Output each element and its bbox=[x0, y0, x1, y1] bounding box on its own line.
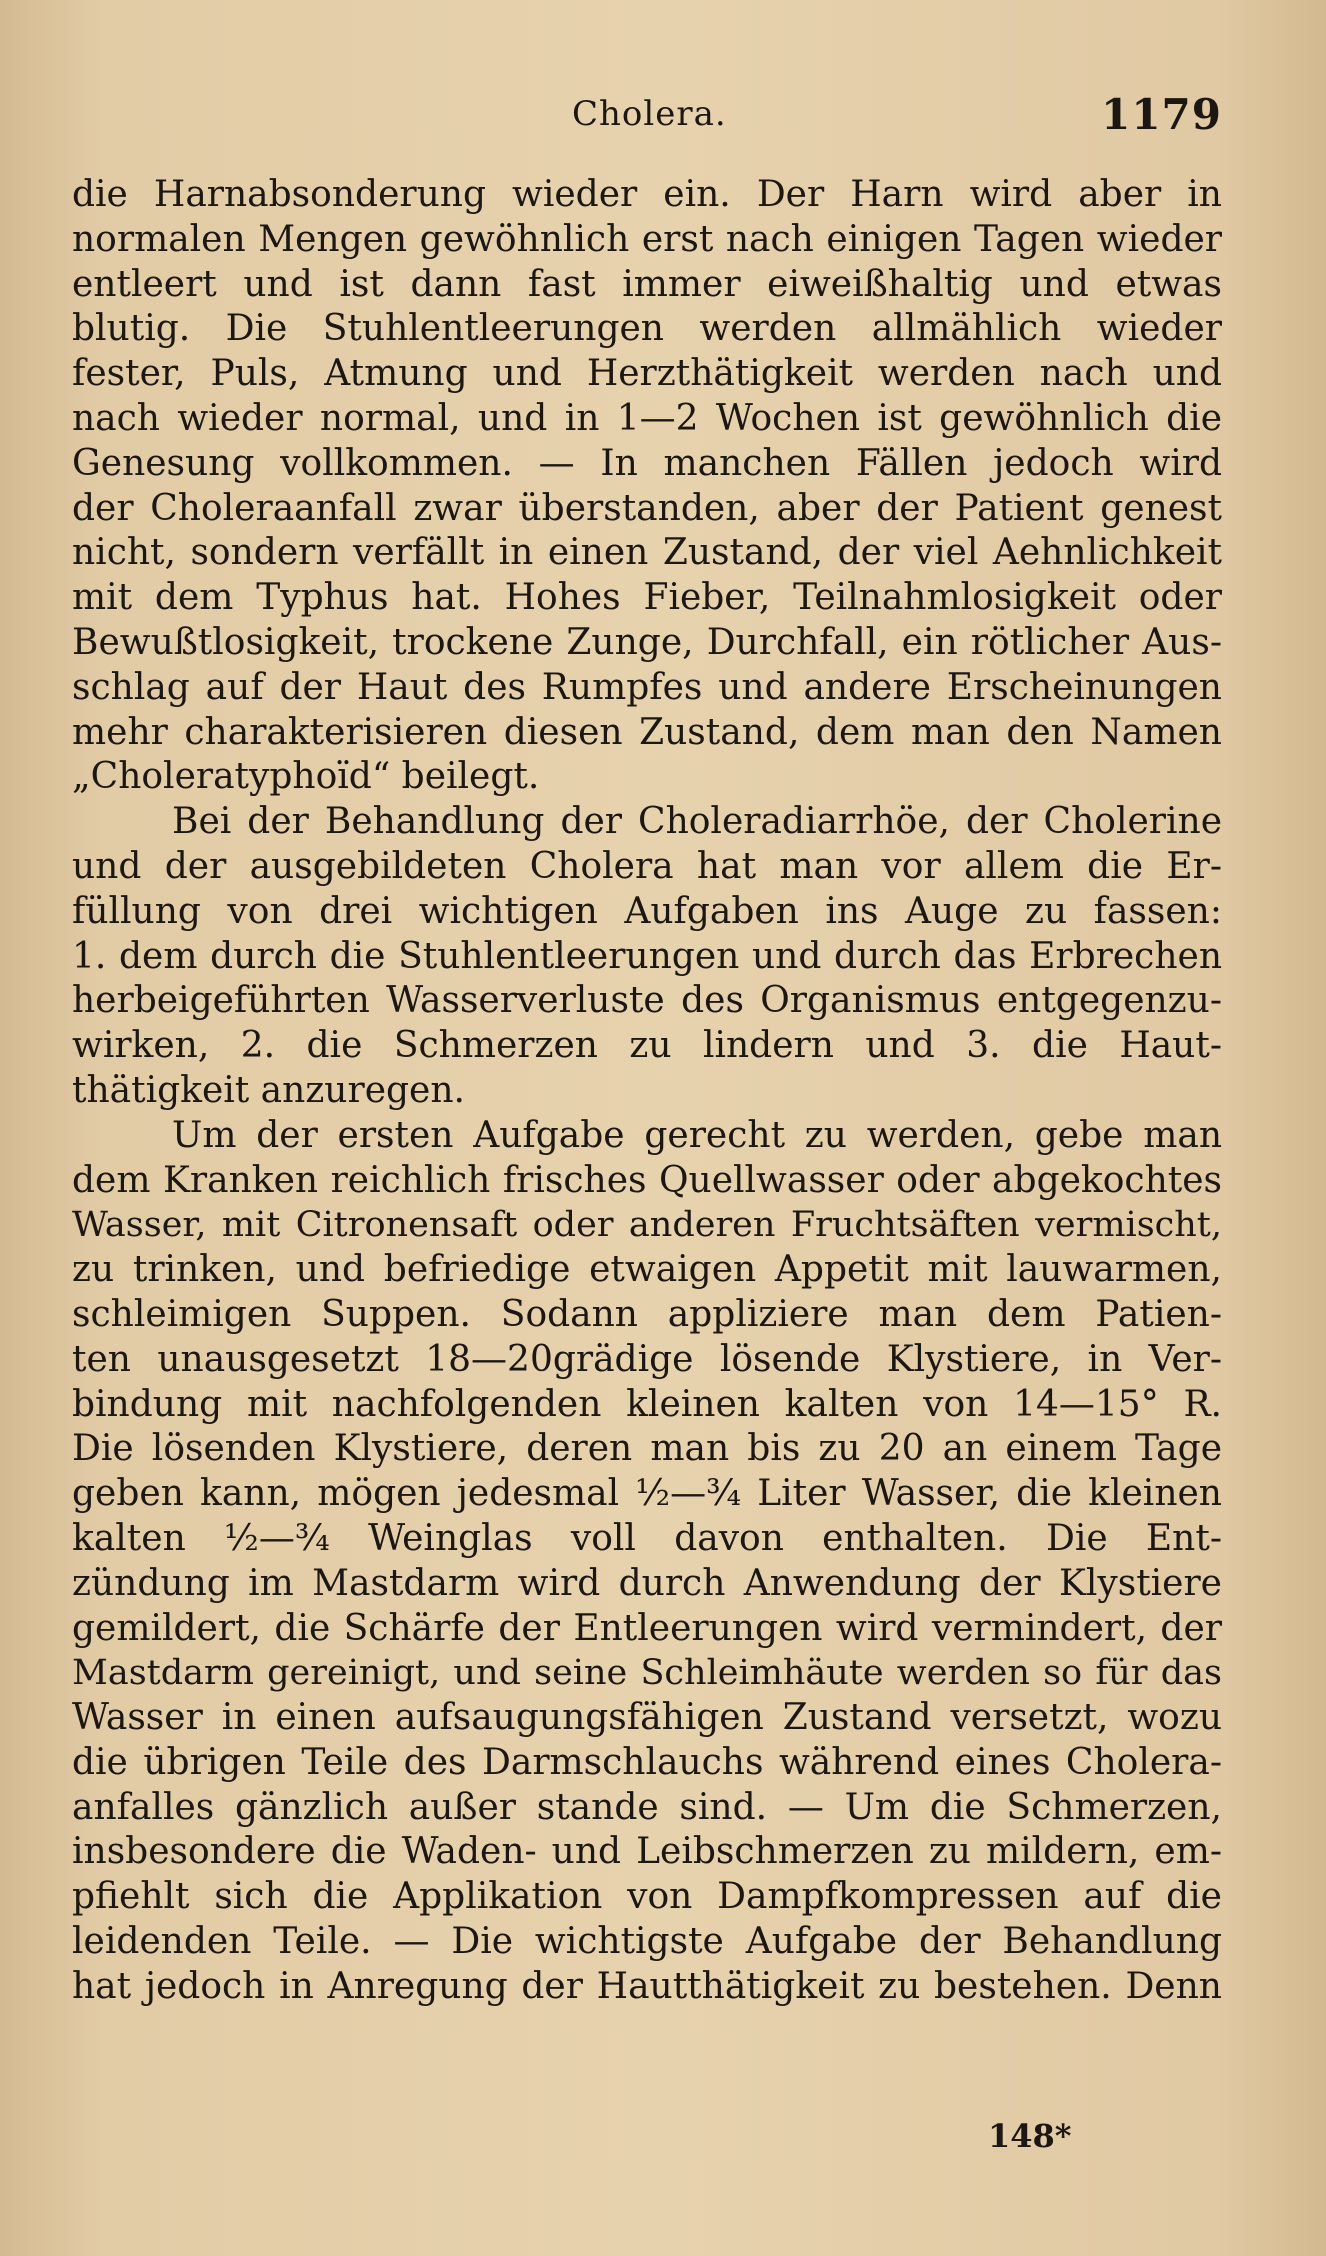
text-line: „Choleratyphoïd“ beilegt. bbox=[72, 756, 540, 798]
text-line: nicht, sondern verfällt in einen Zustand, der viel Aehnlichkeit bbox=[72, 532, 1222, 574]
page-header bbox=[72, 88, 1222, 148]
text-line: Bewußtlosigkeit, trockene Zunge, Durchfall, ein rötlicher Aus- bbox=[72, 621, 1222, 663]
text-line: thätigkeit anzuregen. bbox=[72, 1069, 465, 1111]
text-line: pfiehlt sich die Applikation von Dampfkompressen auf die bbox=[72, 1876, 1222, 1918]
text-line: nach wieder normal, und in 1—2 Wochen ist gewöhnlich die bbox=[72, 397, 1222, 439]
text-line: Um der ersten Aufgabe gerecht zu werden, gebe man bbox=[172, 1114, 1222, 1156]
text-line: die Harnabsonderung wieder ein. Der Harn wird aber in bbox=[72, 174, 1222, 215]
text-line: der Choleraanfall zwar überstanden, aber der Patient genest bbox=[72, 487, 1222, 529]
text-line: Die lösenden Klystiere, deren man bis zu 20 an einem Tage bbox=[72, 1428, 1222, 1470]
text-line: dem Kranken reichlich frisches Quellwasser oder abgekochtes bbox=[72, 1159, 1222, 1201]
text-line: schlag auf der Haut des Rumpfes und andere Erscheinungen bbox=[72, 666, 1222, 708]
text-line: Bei der Behandlung der Choleradiarrhöe, der Cholerine bbox=[172, 801, 1222, 843]
text-line: und der ausgebildeten Cholera hat man vor allem die Er- bbox=[72, 845, 1222, 887]
text-line: kalten ½—¾ Weinglas voll davon enthalten. Die Ent- bbox=[72, 1517, 1222, 1559]
running-title: Cholera. bbox=[572, 94, 727, 134]
text-line: Mastdarm gereinigt, und seine Schleimhäute werden so für das bbox=[72, 1653, 1222, 1694]
text-line: füllung von drei wichtigen Aufgaben ins Auge zu fassen: bbox=[72, 890, 1222, 932]
text-line: herbeigeführten Wasserverluste des Organismus entgegenzu- bbox=[72, 980, 1222, 1022]
text-line: zündung im Mastdarm wird durch Anwendung der Klystiere bbox=[72, 1562, 1222, 1604]
text-line: fester, Puls, Atmung und Herzthätigkeit werden nach und bbox=[72, 353, 1222, 395]
text-line: blutig. Die Stuhlentleerungen werden allmählich wieder bbox=[72, 308, 1222, 350]
text-line: mit dem Typhus hat. Hohes Fieber, Teilnahmlosigkeit oder bbox=[72, 577, 1222, 619]
text-line: gemildert, die Schärfe der Entleerungen wird vermindert, der bbox=[72, 1607, 1222, 1649]
text-line: leidenden Teile. — Die wichtigste Aufgabe der Behandlung bbox=[72, 1921, 1222, 1963]
text-line: Wasser in einen aufsaugungsfähigen Zustand versetzt, wozu bbox=[72, 1697, 1222, 1739]
text-line: 1. dem durch die Stuhlentleerungen und durch das Erbrechen bbox=[72, 935, 1222, 977]
text-line: mehr charakterisieren diesen Zustand, dem man den Namen bbox=[72, 711, 1222, 753]
text-line: bindung mit nachfolgenden kleinen kalten von 14—15° R. bbox=[72, 1383, 1222, 1425]
text-line: wirken, 2. die Schmerzen zu lindern und 3. die Haut- bbox=[72, 1025, 1222, 1067]
text-line: geben kann, mögen jedesmal ½—¾ Liter Wasser, die kleinen bbox=[72, 1473, 1222, 1515]
text-line: hat jedoch in Anregung der Hautthätigkeit zu bestehen. Denn bbox=[72, 1965, 1222, 2007]
text-line: entleert und ist dann fast immer eiweißhaltig und etwas bbox=[72, 263, 1222, 305]
text-line: die übrigen Teile des Darmschlauchs während eines Cholera- bbox=[72, 1741, 1222, 1783]
page-number: 1179 bbox=[1101, 90, 1222, 139]
text-line: anfalles gänzlich außer stande sind. — Um die Schmerzen, bbox=[72, 1786, 1222, 1828]
text-line: insbesondere die Waden- und Leibschmerzen zu mildern, em- bbox=[72, 1831, 1222, 1873]
text-line: Genesung vollkommen. — In manchen Fällen jedoch wird bbox=[72, 442, 1222, 484]
signature-mark: 148* bbox=[988, 2117, 1072, 2155]
body-text bbox=[72, 173, 1222, 2010]
text-line: schleimigen Suppen. Sodann appliziere man dem Patien- bbox=[72, 1293, 1222, 1335]
text-line: ten unausgesetzt 18—20grädige lösende Klystiere, in Ver- bbox=[72, 1338, 1222, 1380]
text-line: normalen Mengen gewöhnlich erst nach einigen Tagen wieder bbox=[72, 218, 1222, 260]
text-line: zu trinken, und befriedige etwaigen Appetit mit lauwarmen, bbox=[72, 1249, 1222, 1291]
text-line: Wasser, mit Citronensaft oder anderen Fruchtsäften vermischt, bbox=[72, 1205, 1222, 1246]
